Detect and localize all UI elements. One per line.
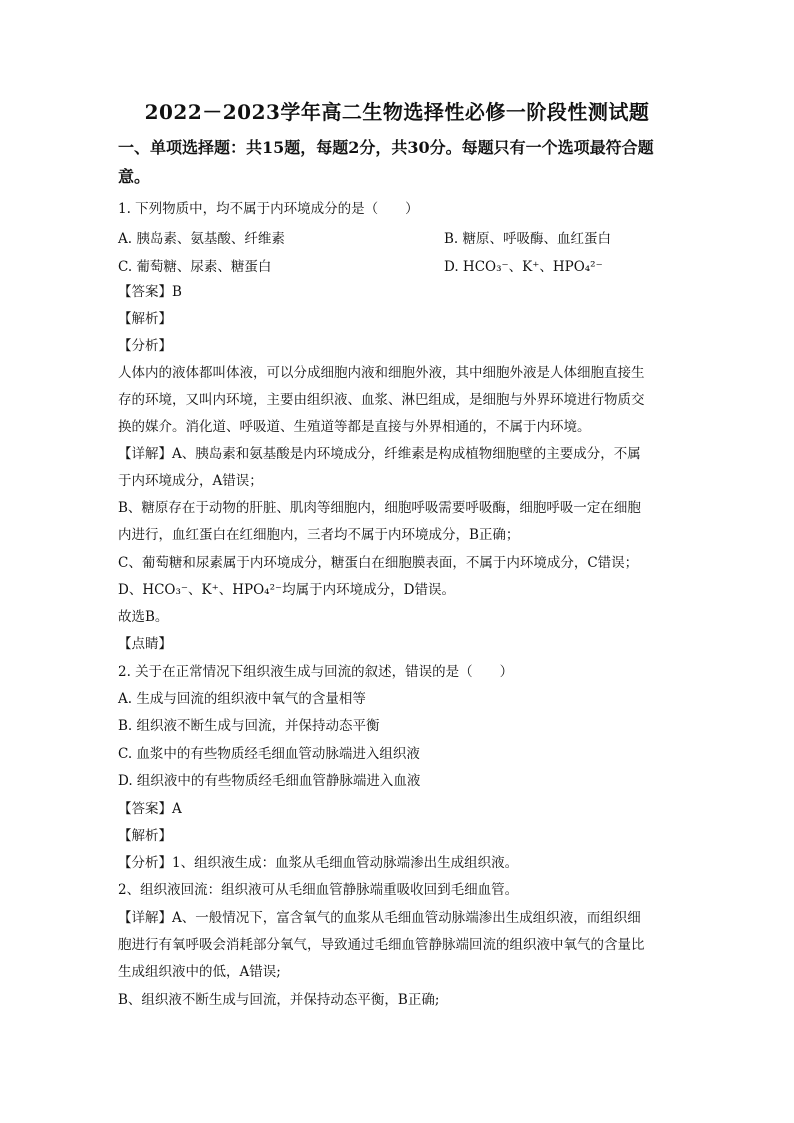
page-title: 2022－2023学年高二生物选择性必修一阶段性测试题 — [144, 100, 650, 124]
question-2-option-b: B. 组织液不断生成与回流，并保持动态平衡 — [118, 718, 380, 734]
question-2-stem: 2. 关于在正常情况下组织液生成与回流的叙述，错误的是（ ） — [118, 664, 514, 680]
question-1-detail-line: B、糖原存在于动物的肝脏、肌肉等细胞内，细胞呼吸需要呼吸酶，细胞呼吸一定在细胞 — [118, 500, 641, 516]
question-2-detail-line: 胞进行有氧呼吸会消耗部分氧气，导致通过毛细血管静脉端回流的组织液中氧气的含量比 — [118, 937, 645, 953]
question-2-detail-line: 生成组织液中的低，A错误; — [118, 964, 281, 980]
question-1-detail-line: D、HCO₃⁻、K⁺、HPO₄²⁻均属于内环境成分，D错误。 — [118, 582, 455, 598]
question-1-dianjing-label: 【点睛】 — [118, 636, 172, 652]
question-1-fenxi-label: 【分析】 — [118, 338, 172, 354]
question-1-detail-line: 【详解】A、胰岛素和氨基酸是内环境成分，纤维素是构成植物细胞壁的主要成分，不属 — [118, 446, 641, 462]
question-2-option-d: D. 组织液中的有些物质经毛细血管静脉端进入血液 — [118, 773, 421, 789]
question-1-analysis-line: 换的媒介。消化道、呼吸道、生殖道等都是直接与外界相通的，不属于内环境。 — [118, 419, 591, 435]
question-1-detail-line: 内进行，血红蛋白在红细胞内，三者均不属于内环境成分，B正确； — [118, 527, 520, 543]
question-2-fenxi-line: 2、组织液回流：组织液可从毛细血管静脉端重吸收回到毛细血管。 — [118, 882, 519, 898]
question-2-detail-line: B、组织液不断生成与回流，并保持动态平衡，B正确; — [118, 992, 440, 1008]
question-1-answer: 【答案】B — [118, 284, 182, 300]
question-1-option-d: D. HCO₃⁻、K⁺、HPO₄²⁻ — [444, 259, 603, 275]
question-1-stem: 1. 下列物质中，均不属于内环境成分的是（ ） — [118, 201, 419, 217]
question-1-analysis-line: 存的环境，又叫内环境，主要由组织液、血浆、淋巴组成，是细胞与外界环境进行物质交 — [118, 392, 645, 408]
question-1-jiexi-label: 【解析】 — [118, 311, 172, 327]
question-2-jiexi-label: 【解析】 — [118, 828, 172, 844]
question-1-detail-line: C、葡萄糖和尿素属于内环境成分，糖蛋白在细胞膜表面，不属于内环境成分，C错误； — [118, 555, 639, 571]
question-2-option-a: A. 生成与回流的组织液中氧气的含量相等 — [118, 691, 366, 707]
question-1-option-c: C. 葡萄糖、尿素、糖蛋白 — [118, 259, 272, 275]
question-2-answer: 【答案】A — [118, 801, 182, 817]
question-2-option-c: C. 血浆中的有些物质经毛细血管动脉端进入组织液 — [118, 746, 420, 762]
question-2-fenxi-line: 【分析】1、组织液生成：血浆从毛细血管动脉端渗出生成组织液。 — [118, 855, 519, 871]
question-1-option-a: A. 胰岛素、氨基酸、纤维素 — [118, 231, 285, 247]
question-1-conclusion: 故选B。 — [118, 609, 169, 625]
section-heading: 一、单项选择题：共15题，每题2分，共30分。每题只有一个选项最符合题意。 — [118, 138, 654, 186]
question-1-option-b: B. 糖原、呼吸酶、血红蛋白 — [444, 231, 612, 247]
question-1-analysis-line: 人体内的液体都叫体液，可以分成细胞内液和细胞外液，其中细胞外液是人体细胞直接生 — [118, 365, 645, 381]
question-2-detail-line: 【详解】A、一般情况下，富含氧气的血浆从毛细血管动脉端渗出生成组织液，而组织细 — [118, 910, 641, 926]
question-1-detail-line: 于内环境成分，A错误； — [118, 473, 263, 489]
